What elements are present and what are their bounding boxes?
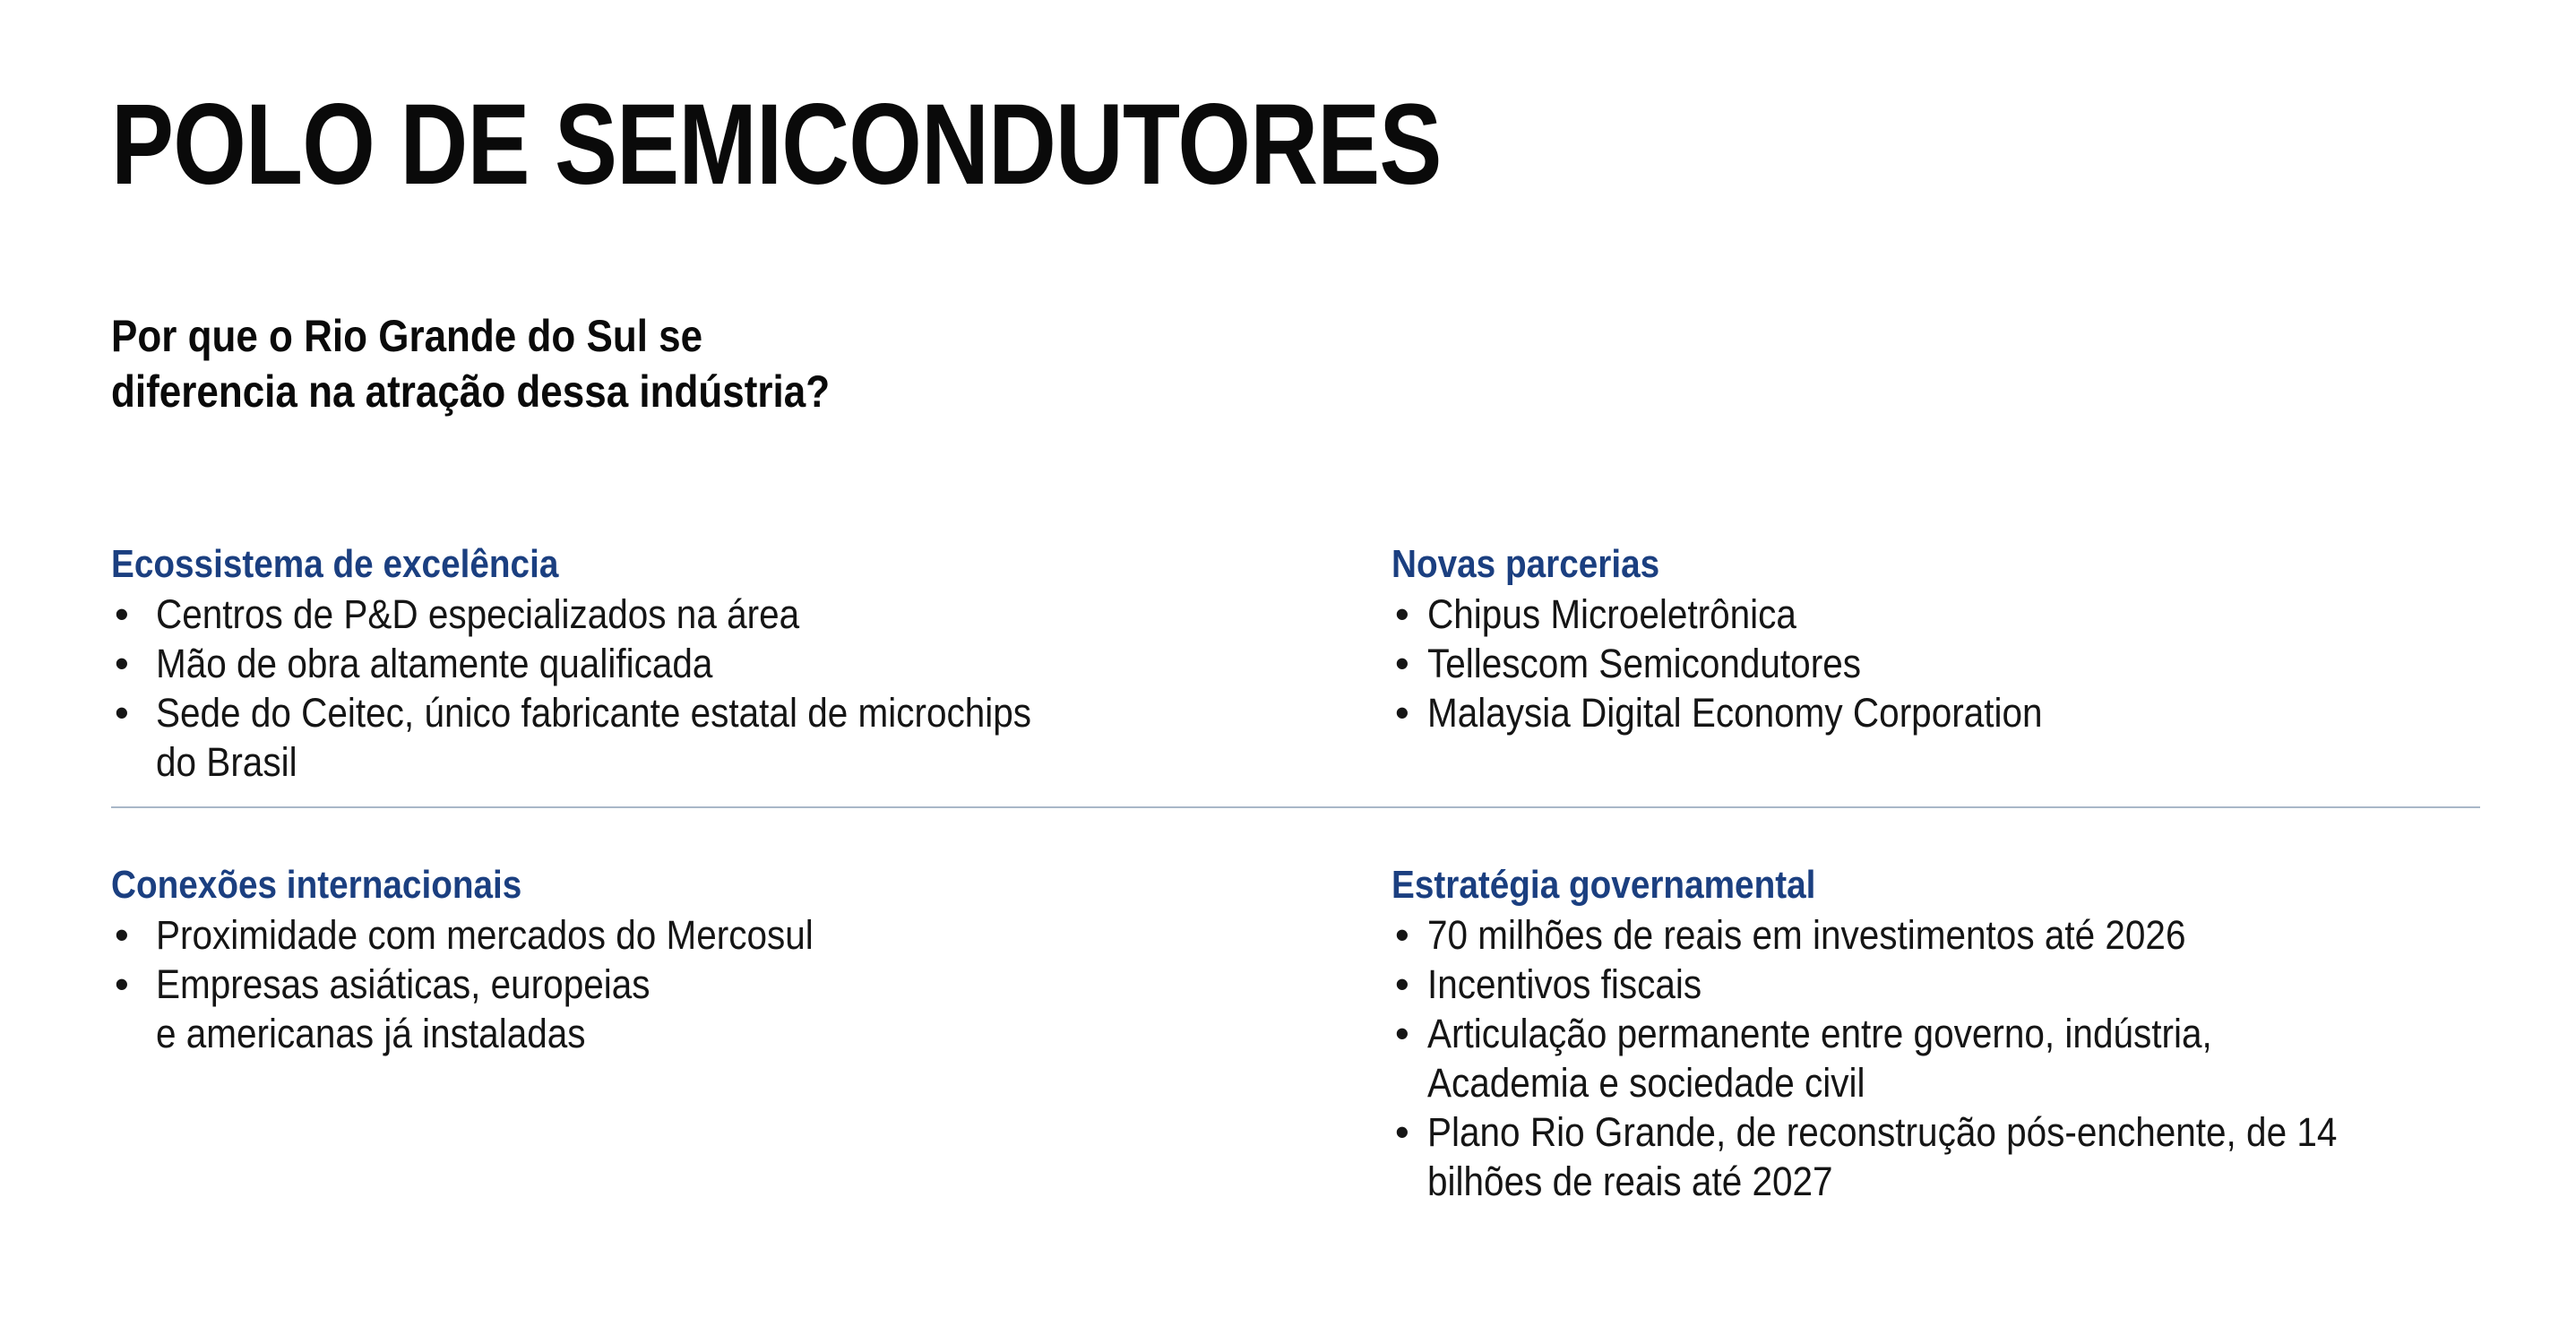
page-title: POLO DE SEMICONDUTORES <box>111 81 1442 209</box>
list-item: • Empresas asiáticas, europeias e americanas já instaladas <box>115 961 650 1056</box>
bullet-icon: • <box>1395 641 1409 686</box>
section-heading: Novas parcerias <box>1391 542 1660 586</box>
list-item: • Tellescom Semicondutores <box>1395 641 1861 686</box>
section-parcerias <box>1391 539 2556 737</box>
list-item: • Incentivos fiscais <box>1395 961 1702 1007</box>
bullet-icon: • <box>1395 591 1409 637</box>
section-heading: Conexões internacionais <box>111 863 522 907</box>
bullet-list <box>1391 590 2556 737</box>
section-heading: Ecossistema de excelência <box>111 542 559 586</box>
bullet-list <box>1391 910 2556 1206</box>
list-item: • Chipus Microeletrônica <box>1395 591 1796 637</box>
list-item: • Proximidade com mercados do Mercosul <box>115 912 814 958</box>
bullet-icon: • <box>115 690 129 736</box>
bullet-icon: • <box>1395 912 1409 958</box>
section-heading: Estratégia governamental <box>1391 863 1816 907</box>
section-ecossistema <box>111 539 1276 787</box>
section-divider <box>111 806 2480 808</box>
list-item: • Mão de obra altamente qualificada <box>115 641 713 686</box>
subtitle-line-2: diferencia na atração dessa indústria? <box>111 366 831 417</box>
bullet-icon: • <box>115 961 129 1007</box>
list-item: • 70 milhões de reais em investimentos até 2026 <box>1395 912 2186 958</box>
bullet-list <box>111 590 1276 787</box>
bullet-icon: • <box>1395 1011 1409 1056</box>
list-item: • Articulação permanente entre governo, indústria, Academia e sociedade civil <box>1395 1011 2212 1106</box>
list-item: • Malaysia Digital Economy Corporation <box>1395 690 2043 736</box>
bullet-icon: • <box>1395 690 1409 736</box>
list-item: • Plano Rio Grande, de reconstrução pós-enchente, de 14 bilhões de reais até 2027 <box>1395 1109 2338 1204</box>
subtitle-line-1: Por que o Rio Grande do Sul se <box>111 311 703 361</box>
bullet-icon: • <box>115 912 129 958</box>
bullet-icon: • <box>1395 1109 1409 1155</box>
section-estrategia <box>1391 860 2556 1206</box>
bullet-icon: • <box>1395 961 1409 1007</box>
bullet-list <box>111 910 1276 1058</box>
section-conexoes <box>111 860 1276 1058</box>
list-item: • Centros de P&D especializados na área <box>115 591 800 637</box>
page-subtitle <box>111 308 830 419</box>
bullet-icon: • <box>115 591 129 637</box>
list-item: • Sede do Ceitec, único fabricante estatal de microchips do Brasil <box>115 690 1032 785</box>
bullet-icon: • <box>115 641 129 686</box>
